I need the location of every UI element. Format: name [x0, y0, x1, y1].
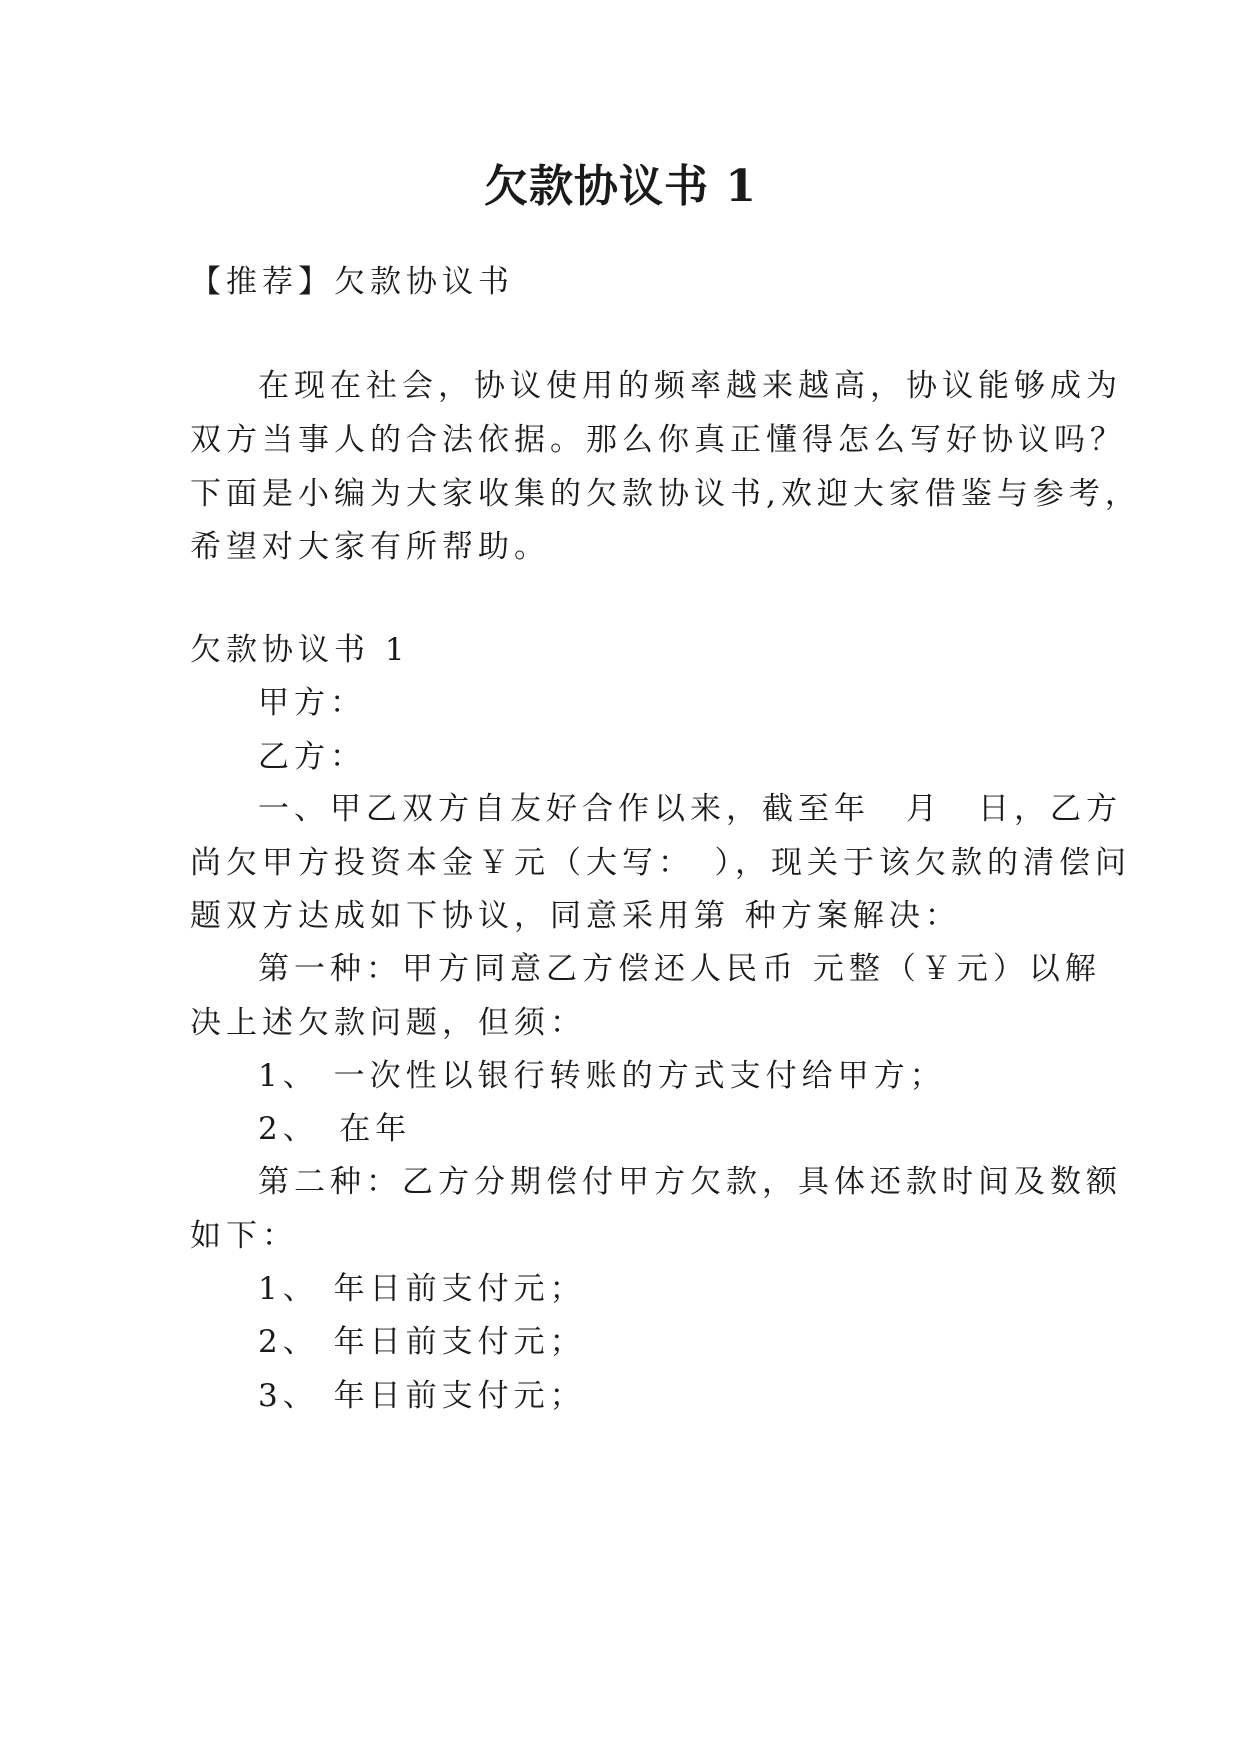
document-title: 欠款协议书 1 [484, 161, 757, 212]
clause-line: 一、甲乙双方自友好合作以来，截至年 月 日，乙方 [258, 791, 1122, 827]
option-two-line: 第二种：乙方分期偿付甲方欠款，具体还款时间及数额 [258, 1164, 1122, 1200]
option-two-item: 2、 年日前支付元； [258, 1324, 586, 1360]
party-a-label: 甲方： [258, 685, 366, 721]
clause-line: 题双方达成如下协议，同意采用第 种方案解决： [190, 898, 961, 934]
intro-line: 在现在社会，协议使用的频率越来越高，协议能够成为 [258, 368, 1122, 404]
option-one-item: 2、 在年 [258, 1111, 412, 1147]
option-one-line: 第一种：甲方同意乙方偿还人民币 元整（￥元）以解 [258, 951, 1101, 987]
option-one-line: 决上述欠款问题，但须： [190, 1005, 586, 1041]
option-one-item: 1、 一次性以银行转账的方式支付给甲方； [258, 1058, 946, 1094]
intro-line: 下面是小编为大家收集的欠款协议书,欢迎大家借鉴与参考， [190, 476, 1141, 512]
option-two-item: 3、 年日前支付元； [258, 1378, 586, 1414]
party-b-label: 乙方： [258, 739, 366, 775]
intro-line: 希望对大家有所帮助。 [190, 529, 550, 565]
option-two-line: 如下： [190, 1218, 298, 1254]
recommend-line: 【推荐】欠款协议书 [190, 264, 514, 300]
intro-line: 双方当事人的合法依据。那么你真正懂得怎么写好协议吗？ [190, 422, 1126, 458]
section-heading: 欠款协议书 1 [190, 632, 410, 668]
clause-line: 尚欠甲方投资本金￥元（大写： ），现关于该欠款的清偿问 [190, 845, 1131, 881]
option-two-item: 1、 年日前支付元； [258, 1271, 586, 1307]
